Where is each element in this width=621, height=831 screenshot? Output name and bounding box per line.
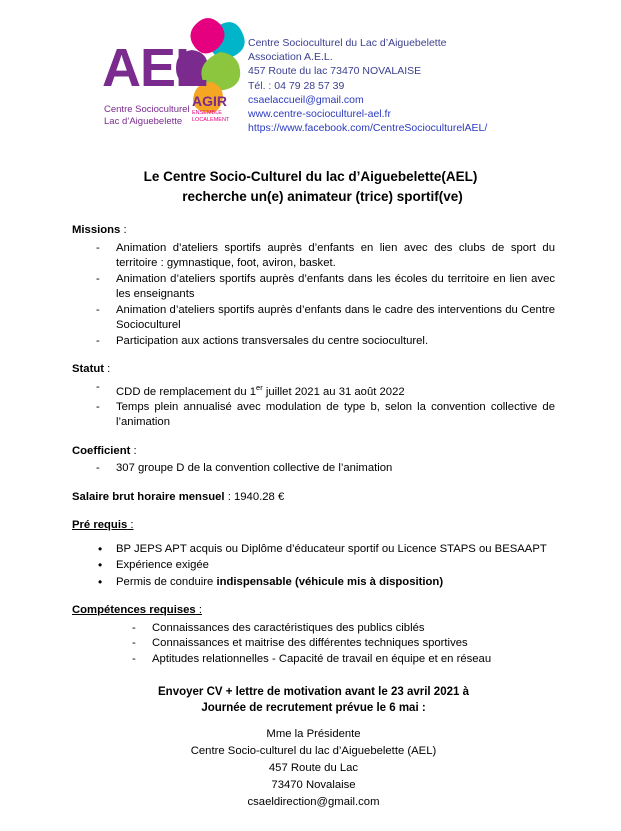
svg-text:AEL: AEL: [102, 38, 207, 98]
organization-logo: [26, 14, 248, 136]
section-heading-statut: [72, 362, 555, 378]
contact-line-email[interactable]: csaelaccueil@gmail.com: [248, 93, 364, 106]
section-heading-salaire: [72, 490, 555, 506]
address-line-city: 73470 Novalaise: [271, 779, 356, 792]
document-body: [26, 223, 595, 811]
salaire-value: : 1940.28 €: [224, 490, 285, 503]
page-title: [26, 167, 595, 207]
application-line-1: Envoyer CV + lettre de motivation avant le 23 avril 2021 à: [158, 686, 469, 699]
contact-line-address: 457 Route du lac 73470 NOVALAISE: [248, 65, 422, 78]
ael-logo-icon: [100, 14, 250, 136]
list-item: [94, 380, 555, 400]
contact-line-facebook[interactable]: https://www.facebook.com/CentreSocioculturelAEL/: [248, 122, 488, 135]
svg-text:ENSEMBLE: ENSEMBLE: [192, 110, 222, 116]
competences-label: Compétences requises: [72, 604, 196, 617]
salaire-label: Salaire brut horaire mensuel: [72, 490, 225, 503]
statut-label: Statut: [72, 363, 105, 375]
statut-colon: :: [104, 363, 111, 375]
svg-text:Centre Socioculturel: Centre Socioculturel: [104, 104, 190, 115]
list-item: • Expérience exigée: [96, 558, 555, 574]
list-item: - 307 groupe D de la convention collective de l’animation: [94, 461, 555, 477]
list-item: - Animation d’ateliers sportifs auprès d’enfants dans les écoles du territoire en lien avec les enseignants: [94, 272, 555, 303]
address-line-recipient: Mme la Présidente: [266, 728, 361, 741]
application-address: [72, 726, 555, 811]
title-line-2: recherche un(e) animateur (trice) sportif(ve): [182, 189, 463, 204]
address-line-email[interactable]: csaeldirection@gmail.com: [247, 796, 380, 809]
prerequis-list: [72, 542, 555, 591]
svg-text:LOCALEMENT: LOCALEMENT: [192, 117, 230, 123]
missions-colon: :: [120, 224, 127, 236]
contact-details: [248, 14, 487, 135]
list-item: • BP JEPS APT acquis ou Diplôme d’éducateur sportif ou Licence STAPS ou BESAAPT: [96, 542, 555, 558]
section-heading-missions: [72, 223, 555, 239]
contact-line-website[interactable]: www.centre-socioculturel-ael.fr: [248, 108, 391, 121]
svg-text:AGIR: AGIR: [192, 93, 227, 109]
prerequis-item3-pre: Permis de conduire: [116, 575, 217, 588]
title-line-1: Le Centre Socio-Culturel du lac d’Aiguebelette(AEL): [143, 169, 478, 184]
coefficient-list: [72, 461, 555, 477]
section-heading-coefficient: [72, 444, 555, 460]
list-item: - Connaissances et maitrise des différentes techniques sportives: [130, 636, 555, 652]
contact-line-association: Association A.E.L.: [248, 51, 333, 64]
section-heading-prerequis: [72, 518, 555, 534]
address-line-organization: Centre Socio-culturel du lac d’Aiguebelette (AEL): [190, 745, 437, 758]
missions-list: [72, 241, 555, 350]
list-item: - Connaissances des caractéristiques des publics ciblés: [130, 621, 555, 637]
document-header: [26, 14, 595, 149]
coefficient-label: Coefficient: [72, 444, 131, 457]
application-line-2: Journée de recrutement prévue le 6 mai :: [201, 702, 426, 715]
list-item: [96, 575, 555, 591]
section-heading-competences: [72, 603, 555, 619]
list-item: - Temps plein annualisé avec modulation de type b, selon la convention collective de l’animation: [94, 400, 555, 431]
address-line-street: 457 Route du Lac: [268, 762, 359, 775]
prerequis-item3-bold: indispensable (véhicule mis à disposition): [216, 575, 444, 588]
list-item: - Aptitudes relationnelles - Capacité de travail en équipe et en réseau: [130, 652, 555, 668]
list-item: - Animation d’ateliers sportifs auprès d’enfants dans le cadre des interventions du Centre Socioculturel: [94, 303, 555, 334]
contact-line-phone: Tél. : 04 79 28 57 39: [248, 79, 345, 92]
coefficient-colon: :: [130, 444, 137, 457]
statut-item1-pre: CDD de remplacement du 1: [116, 385, 257, 398]
competences-colon: :: [195, 604, 202, 617]
statut-item1-post: juillet 2021 au 31 août 2022: [262, 385, 405, 398]
contact-line-name: Centre Socioculturel du Lac d’Aiguebelette: [248, 37, 447, 49]
list-item: - Participation aux actions transversales du centre socioculturel.: [94, 334, 555, 350]
competences-list: [72, 621, 555, 668]
statut-item1-sup: er: [256, 382, 263, 392]
list-item: - Animation d’ateliers sportifs auprès d’enfants en lien avec des clubs de sport du territoire : gymnastique, foot, aviron, basket.: [94, 241, 555, 272]
prerequis-colon: :: [127, 519, 134, 532]
application-instructions: [72, 684, 555, 716]
prerequis-label: Pré requis: [72, 519, 128, 532]
svg-text:Lac d’Aiguebelette: Lac d’Aiguebelette: [104, 116, 183, 127]
statut-list: [72, 380, 555, 431]
missions-label: Missions: [72, 224, 121, 236]
